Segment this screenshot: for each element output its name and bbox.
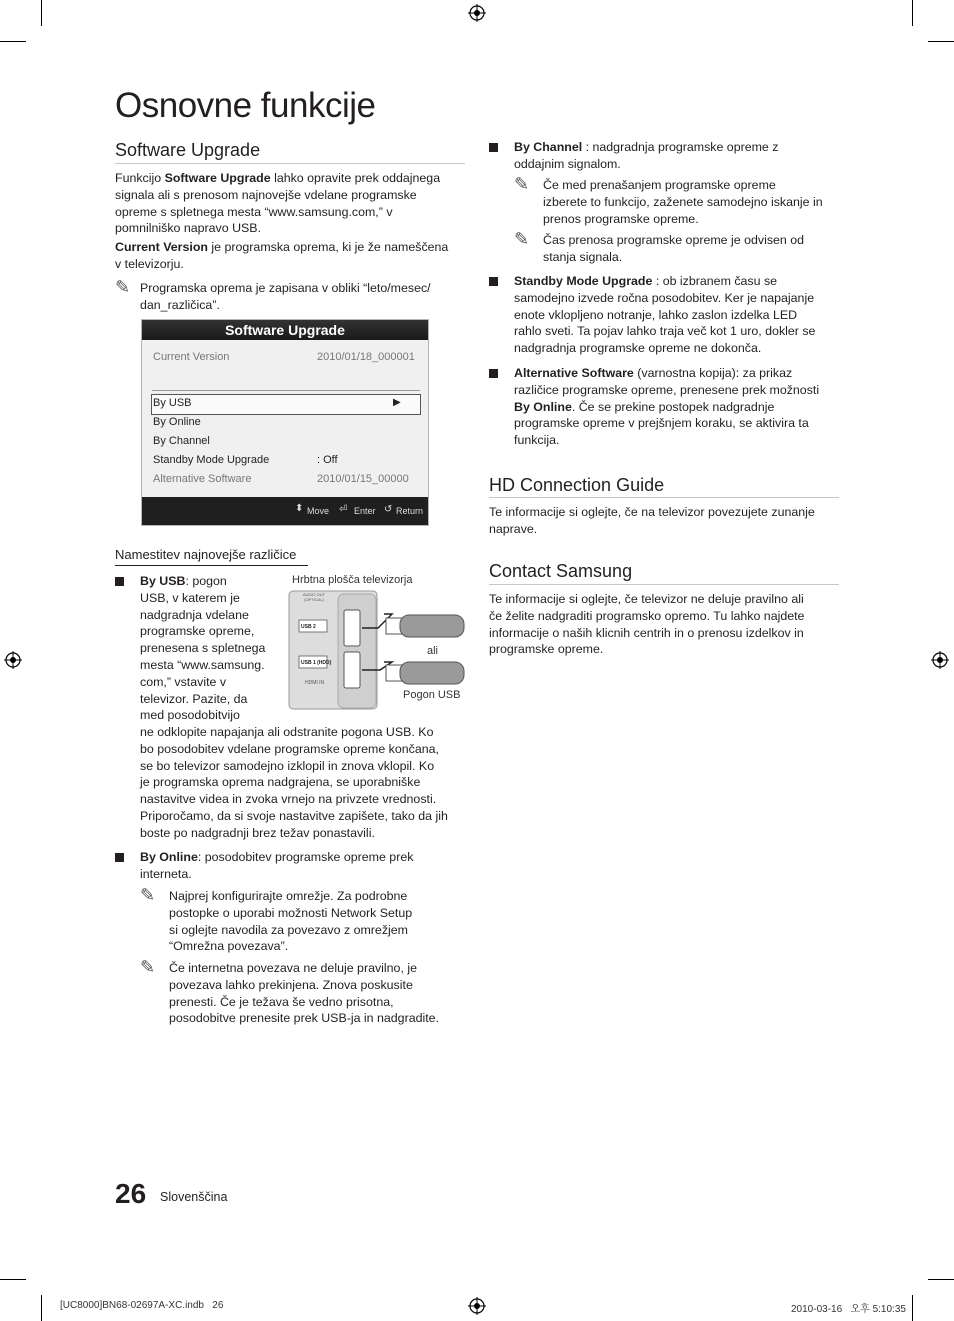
move-icon: ⬍ — [295, 503, 304, 514]
page-title: Osnovne funkcije — [115, 86, 376, 125]
crop-mark — [0, 1279, 26, 1280]
osd-software-upgrade-menu — [141, 319, 429, 526]
crop-mark — [912, 1295, 913, 1321]
note-pencil-icon: ✎ — [140, 957, 156, 977]
current-version-paragraph: Current Version je programska oprema, ki je že nameščena v televizorju. — [115, 240, 449, 271]
note-pencil-icon: ✎ — [514, 229, 530, 249]
return-icon: ↺ — [384, 504, 393, 515]
osd-item-by-usb[interactable]: By USB — [153, 397, 192, 409]
note-pencil-icon: ✎ — [140, 885, 156, 905]
online-note-2: Če internetna povezava ne deluje pravilno, je povezava lahko prekinjena. Znova poskusite prenesti. Če je težava še vedno prisotna, posodobitve prenesite prek USB-ja in nadgradite. — [169, 961, 440, 1026]
bullet — [489, 277, 498, 286]
contact-paragraph: Te informacije si oglejte, če televizor ne deluje pravilno ali če želite nadgraditi programsko opremo. Tu lahko najdete informacije o naših klicnih centrih in o prenosu izdelkov in programske opreme. — [489, 592, 805, 657]
osd-footer-enter: Enter — [354, 506, 376, 516]
registration-mark-icon — [4, 651, 22, 669]
heading-rule — [115, 163, 465, 164]
crop-mark — [41, 0, 42, 26]
osd-footer-return: Return — [396, 506, 424, 516]
panel-label-hdmi: HDMI IN — [305, 680, 325, 686]
note-format: Programska oprema je zapisana v obliki “leto/mesec/ dan_različica”. — [140, 281, 431, 312]
subheading-latest-version: Namestitev najnovejše različice — [115, 547, 297, 562]
registration-mark-icon — [468, 1297, 486, 1315]
by-usb-continuation: ne odklopite napajanja ali odstranite pogona USB. Ko bo posodobitev vdelane programske opreme končana, se bo televizor samodejno izklopil in znova vklopil. Ko je programska oprema nadgrajena, se uporabniške nastavitve videa in zvoka vrnejo na privzete vrednosti. Priporočamo, da si svoje nastavitve zapišete, tako da jih boste po nadgradnji brez težav ponastavili. — [140, 725, 448, 840]
registration-mark-icon — [931, 651, 949, 669]
diagram-label-usb-drive: Pogon USB — [403, 689, 461, 701]
osd-item-by-channel[interactable]: By Channel — [153, 435, 210, 447]
by-channel-text: By Channel : nadgradnja programske opreme z oddajnim signalom. — [514, 140, 779, 171]
osd-item-by-online[interactable]: By Online — [153, 416, 201, 428]
note-pencil-icon: ✎ — [514, 174, 530, 194]
osd-footer-move: Move — [307, 506, 330, 516]
intro-paragraph: Funkcijo Software Upgrade lahko opravite prek oddajnega signala ali s prenosom najnovejše vdelane programske opreme s spletnega mesta “www.samsung.com,” v pomnilniško napravo USB. — [115, 171, 441, 236]
registration-mark-icon — [468, 4, 486, 22]
crop-mark — [41, 1295, 42, 1321]
bullet — [115, 853, 124, 862]
osd-title: Software Upgrade — [142, 320, 428, 340]
print-footer-left: [UC8000]BN68-02697A-XC.indb 26 — [60, 1300, 224, 1311]
osd-divider — [152, 390, 420, 391]
standby-text: Standby Mode Upgrade : ob izbranem času se samodejno izvede ročna posodobitev. Ker je napajanje enote vklopljeno notranje, lahko zaslon izdelka LED rahlo sveti. Ta pojav lahko traja več kot 1 uro, dokler se nadgradnja programske opreme ne dokonča. — [514, 274, 816, 356]
by-online-text: By Online: posodobitev programske opreme prek interneta. — [140, 850, 414, 881]
panel-label-usb1: USB 1 (HDD) — [301, 660, 332, 666]
osd-alternative-value: 2010/01/15_00000 — [317, 473, 409, 485]
osd-current-version-label: Current Version — [153, 351, 230, 363]
osd-standby-value: : Off — [317, 454, 338, 466]
osd-current-version-value: 2010/01/18_000001 — [317, 351, 415, 363]
heading-rule — [489, 584, 839, 585]
osd-arrow-right-icon: ▶ — [393, 397, 401, 408]
panel-label-audio-out: AUDIO OUT (OPTICAL) — [302, 592, 326, 602]
osd-footer — [142, 497, 428, 525]
channel-note-2: Čas prenosa programske opreme je odvisen od stanja signala. — [543, 233, 805, 264]
by-usb-text: By USB: pogon USB, v katerem je nadgradnja vdelane programske opreme, prenesena s spletnega mesta “www.samsung. com,” vstavite v televizor. Pazite, da med posodobitvijo — [140, 574, 266, 723]
print-footer-right: 2010-03-16 오후 5:10:35 — [791, 1304, 906, 1315]
alternative-text: Alternative Software (varnostna kopija): za prikaz različice programske opreme, prenesene prek možnosti By Online. Če se prekine postopek nadgradnje programske opreme v prejšnjem koraku, se aktivira ta funkcija. — [514, 366, 820, 448]
crop-mark — [928, 41, 954, 42]
page-number: 26 — [115, 1178, 147, 1209]
section-heading-hd-connection: HD Connection Guide — [489, 475, 665, 495]
bullet — [115, 577, 124, 586]
crop-mark — [0, 41, 26, 42]
osd-item-alternative[interactable]: Alternative Software — [153, 473, 252, 485]
crop-mark — [928, 1279, 954, 1280]
heading-rule — [489, 497, 839, 498]
page-language: Slovenščina — [160, 1190, 228, 1204]
online-note-1: Najprej konfigurirajte omrežje. Za podrobne postopke o uporabi možnosti Network Setup si oglejte navodila za povezavo z omrežjem “Omrežna povezava”. — [169, 889, 413, 954]
note-pencil-icon: ✎ — [115, 277, 131, 297]
channel-note-1: Če med prenašanjem programske opreme izberete to funkcijo, zaženete samodejno iskanje in prenos programske opreme. — [543, 178, 823, 226]
bullet — [489, 369, 498, 378]
section-heading-contact: Contact Samsung — [489, 561, 633, 581]
bullet — [489, 143, 498, 152]
enter-icon: ⏎ — [339, 504, 348, 515]
crop-mark — [912, 0, 913, 26]
hd-paragraph: Te informacije si oglejte, če na televizor povezujete zunanje naprave. — [489, 505, 815, 536]
diagram-label-back-panel: Hrbtna plošča televizorja — [292, 574, 413, 586]
section-heading-software-upgrade: Software Upgrade — [115, 140, 261, 160]
panel-label-usb2: USB 2 — [301, 624, 316, 630]
osd-item-standby[interactable]: Standby Mode Upgrade — [153, 454, 270, 466]
diagram-label-or: ali — [427, 645, 439, 657]
subheading-rule — [115, 565, 308, 566]
